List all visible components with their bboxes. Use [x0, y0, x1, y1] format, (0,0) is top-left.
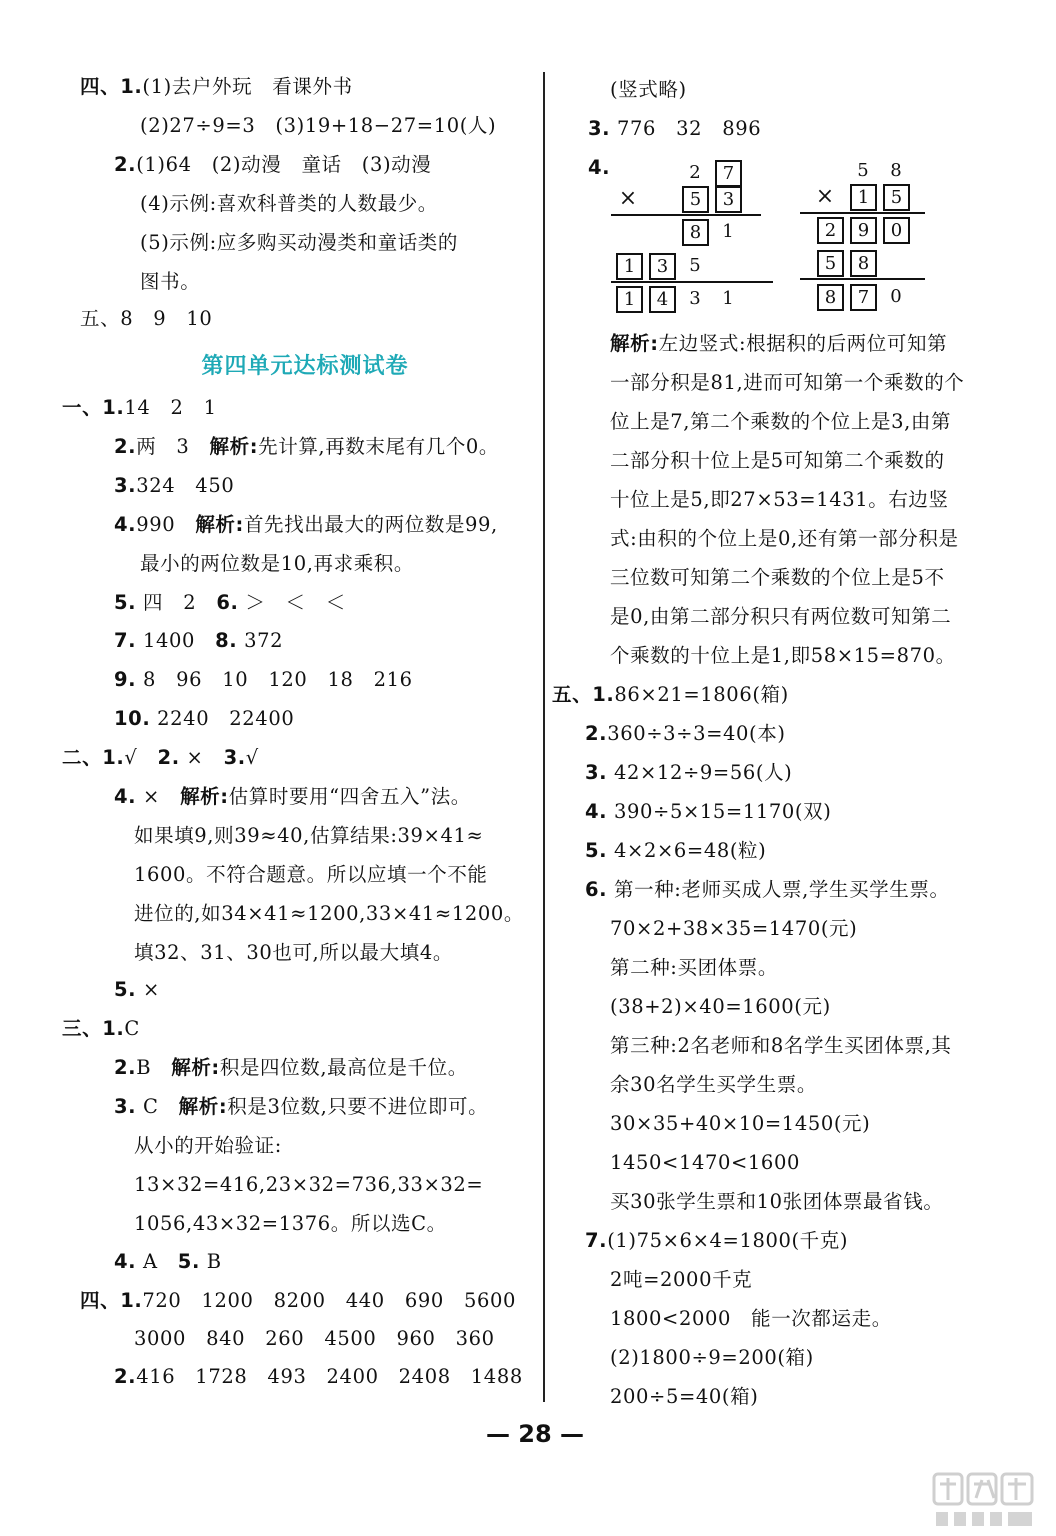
- right-line-29: 1800<2000 能一次都运走。: [610, 1307, 892, 1330]
- left-line-11: 4.990 解析:首先找出最大的两位数是99,: [114, 513, 498, 536]
- left-line-1: 四、1.(1)去户外玩 看课外书: [80, 75, 353, 98]
- left-line-32: 3000 840 260 4500 960 360: [134, 1327, 495, 1350]
- left-line-16: 10. 2240 22400: [114, 707, 295, 730]
- answer-box: 5: [682, 186, 709, 213]
- right-line-14: 2.360÷3÷3=40(本): [585, 722, 786, 745]
- answer-box: 5: [883, 184, 910, 211]
- left-line-26: 3. C 解析:积是3位数,只要不进位即可。: [114, 1095, 489, 1118]
- right-line-17: 5. 4×2×6=48(粒): [585, 839, 767, 862]
- right-line-19: 70×2+38×35=1470(元): [610, 917, 858, 940]
- right-line-8: 十位上是5,即27×53=1431。右边竖: [610, 488, 949, 511]
- answer-box: 7: [850, 284, 877, 311]
- answer-box: 2: [817, 217, 844, 244]
- times-sign: ×: [618, 186, 638, 211]
- digit: 0: [890, 286, 902, 307]
- times-sign: ×: [815, 184, 835, 209]
- right-line-28: 2吨=2000千克: [610, 1268, 753, 1291]
- digit: 8: [890, 160, 902, 181]
- page-number: — 28 —: [485, 1420, 585, 1448]
- left-line-5: (5)示例:应多购买动漫类和童话类的: [140, 231, 458, 254]
- right-line-7: 二部分积十位上是5可知第二个乘数的: [610, 449, 945, 472]
- right-line-18: 6. 第一种:老师买成人票,学生买学生票。: [585, 878, 950, 901]
- rule-line: [611, 281, 773, 283]
- left-line-18: 4. × 解析:估算时要用“四舍五入”法。: [114, 785, 471, 808]
- left-line-4: (4)示例:喜欢科普类的人数最少。: [140, 192, 438, 215]
- right-line-27: 7.(1)75×6×4=1800(千克): [585, 1229, 849, 1252]
- right-line-20: 第二种:买团体票。: [610, 956, 778, 979]
- answer-box: 8: [850, 250, 877, 277]
- right-line-23: 余30名学生买学生票。: [610, 1073, 817, 1096]
- left-line-27: 从小的开始验证:: [134, 1134, 282, 1157]
- left-line-9: 2.两 3 解析:先计算,再数末尾有几个0。: [114, 435, 500, 458]
- left-line-6: 图书。: [140, 270, 201, 293]
- left-line-14: 7. 1400 8. 372: [114, 629, 284, 652]
- left-line-10: 3.324 450: [114, 474, 235, 497]
- right-line-1: (竖式略): [610, 78, 687, 101]
- left-line-7: 五、8 9 10: [80, 307, 213, 330]
- right-line-16: 4. 390÷5×15=1170(双): [585, 800, 832, 823]
- left-line-3: 2.(1)64 (2)动漫 童话 (3)动漫: [114, 153, 432, 176]
- rule-line: [800, 278, 925, 280]
- left-line-22: 填32、31、30也可,所以最大填4。: [134, 941, 453, 964]
- answer-box: 9: [850, 217, 877, 244]
- answer-box: 0: [883, 217, 910, 244]
- left-line-21: 进位的,如34×41≈1200,33×41≈1200。: [134, 902, 524, 925]
- right-line-26: 买30张学生票和10张团体票最省钱。: [610, 1190, 944, 1213]
- left-line-23: 5. ×: [114, 978, 160, 1001]
- digit: 5: [857, 160, 869, 181]
- left-line-15: 9. 8 96 10 120 18 216: [114, 668, 413, 691]
- right-line-13: 五、1.86×21=1806(箱): [552, 683, 789, 706]
- right-line-25: 1450<1470<1600: [610, 1151, 800, 1174]
- left-line-25: 2.B 解析:积是四位数,最高位是千位。: [114, 1056, 468, 1079]
- right-line-10: 三位数可知第二个乘数的个位上是5不: [610, 566, 945, 589]
- right-line-24: 30×35+40×10=1450(元): [610, 1112, 871, 1135]
- left-line-31: 四、1.720 1200 8200 440 690 5600: [80, 1289, 517, 1312]
- right-line-2: 3. 776 32 896: [588, 117, 762, 140]
- right-line-15: 3. 42×12÷9=56(人): [585, 761, 793, 784]
- answer-box: 5: [817, 250, 844, 277]
- left-line-20: 1600。不符合题意。所以应填一个不能: [134, 863, 488, 886]
- right-line-12: 个乘数的十位上是1,即58×15=870。: [610, 644, 956, 667]
- digit: 1: [722, 221, 734, 242]
- digit: 5: [689, 255, 701, 276]
- left-line-2: (2)27÷9=3 (3)19+18−27=10(人): [140, 114, 497, 137]
- right-line-31: 200÷5=40(箱): [610, 1385, 759, 1408]
- right-line-21: (38+2)×40=1600(元): [610, 995, 831, 1018]
- left-line-12: 最小的两位数是10,再求乘积。: [140, 552, 415, 575]
- answer-box: 8: [682, 219, 709, 246]
- left-line-24: 三、1.C: [62, 1017, 140, 1040]
- answer-box: 4: [649, 286, 676, 313]
- digit: 2: [689, 162, 701, 183]
- right-line-11: 是0,由第二部分积只有两位数可知第二: [610, 605, 952, 628]
- answer-box: 7: [715, 160, 742, 187]
- left-line-8: 一、1.14 2 1: [62, 396, 217, 419]
- answer-box: 1: [616, 286, 643, 313]
- left-line-17: 二、1.√ 2. × 3.√: [62, 746, 259, 769]
- column-divider: [543, 72, 545, 1402]
- digit: 1: [722, 288, 734, 309]
- left-line-19: 如果填9,则39≈40,估算结果:39×41≈: [134, 824, 484, 847]
- right-line-5: 一部分积是81,进而可知第一个乘数的个: [610, 371, 965, 394]
- section-title: 第四单元达标测试卷: [201, 354, 409, 379]
- answer-box: 3: [649, 253, 676, 280]
- answer-box: 1: [850, 184, 877, 211]
- right-line-30: (2)1800÷9=200(箱): [610, 1346, 814, 1369]
- answer-box: 3: [715, 186, 742, 213]
- left-line-29: 1056,43×32=1376。所以选C。: [134, 1212, 447, 1235]
- left-line-13: 5. 四 2 6. ＞ ＜ ＜: [114, 591, 346, 614]
- left-line-30: 4. A 5. B: [114, 1250, 222, 1273]
- rule-line: [800, 212, 925, 214]
- right-line-9: 式:由积的个位上是0,还有第一部分积是: [610, 527, 959, 550]
- right-line-22: 第三种:2名老师和8名学生买团体票,其: [610, 1034, 952, 1057]
- answer-box: 8: [817, 284, 844, 311]
- answer-box: 1: [616, 253, 643, 280]
- right-line-3: 4.: [588, 156, 611, 179]
- right-line-6: 位上是7,第二个乘数的个位上是3,由第: [610, 410, 952, 433]
- left-line-28: 13×32=416,23×32=736,33×32=: [134, 1173, 484, 1196]
- right-line-4: 解析:左边竖式:根据积的后两位可知第: [610, 332, 948, 355]
- rule-line: [611, 214, 761, 216]
- digit: 3: [689, 288, 701, 309]
- left-line-33: 2.416 1728 493 2400 2408 1488: [114, 1365, 523, 1388]
- watermark-logo: [930, 1470, 1040, 1530]
